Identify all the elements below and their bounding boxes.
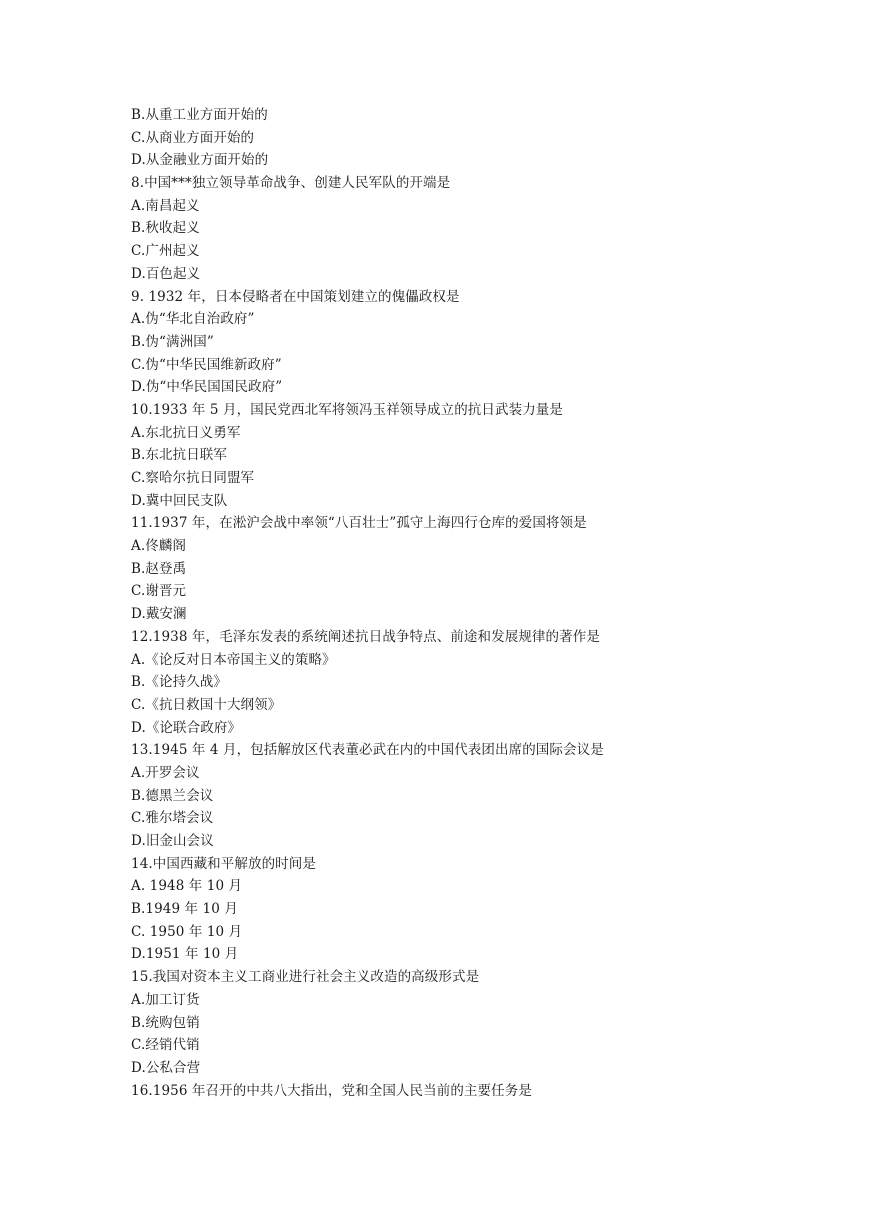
- question-11: 11.1937 年，在淞沪会战中率领“八百壮士”孤守上海四行仓库的爱国将领是: [131, 515, 587, 532]
- q13-option-b: B.德黑兰会议: [131, 787, 214, 804]
- question-9: 9. 1932 年，日本侵略者在中国策划建立的傀儡政权是: [131, 288, 460, 305]
- q8-option-a: A.南昌起义: [131, 197, 200, 214]
- q9-option-c: C.伪“中华民国维新政府”: [131, 356, 282, 373]
- q11-option-b: B.赵登禹: [131, 560, 187, 577]
- q11-option-c: C.谢晋元: [131, 583, 187, 600]
- q10-option-d: D.冀中回民支队: [131, 492, 228, 509]
- q11-option-a: A.佟麟阁: [131, 538, 187, 555]
- q11-option-d: D.戴安澜: [131, 606, 187, 623]
- question-13: 13.1945 年 4 月，包括解放区代表董必武在内的中国代表团出席的国际会议是: [131, 742, 604, 759]
- q14-option-d: D.1951 年 10 月: [131, 946, 239, 963]
- q8-option-c: C.广州起义: [131, 243, 200, 260]
- q13-option-d: D.旧金山会议: [131, 833, 214, 849]
- question-10: 10.1933 年 5 月，国民党西北军将领冯玉祥领导成立的抗日武装力量是: [131, 401, 563, 418]
- q13-option-a: A.开罗会议: [131, 764, 200, 781]
- q15-option-c: C.经销代销: [131, 1037, 200, 1054]
- q12-option-a: A.《论反对日本帝国主义的策略》: [131, 651, 336, 668]
- q10-option-b: B.东北抗日联军: [131, 447, 228, 464]
- q14-option-b: B.1949 年 10 月: [131, 901, 238, 918]
- question-16: 16.1956 年召开的中共八大指出，党和全国人民当前的主要任务是: [131, 1082, 532, 1099]
- q8-option-b: B.秋收起义: [131, 220, 200, 237]
- document-page: [131, 104, 771, 1102]
- q10-option-a: A.东北抗日义勇军: [131, 424, 241, 441]
- q13-option-c: C.雅尔塔会议: [131, 810, 214, 827]
- q12-option-c: C.《抗日救国十大纲领》: [131, 696, 282, 713]
- option-c-commerce: C.从商业方面开始的: [131, 129, 255, 146]
- option-d-finance: D.从金融业方面开始的: [131, 152, 269, 169]
- question-15: 15.我国对资本主义工商业进行社会主义改造的高级形式是: [131, 969, 480, 986]
- q9-option-a: A.伪“华北自治政府”: [131, 311, 255, 328]
- q15-option-a: A.加工订货: [131, 991, 200, 1008]
- q9-option-b: B.伪“满洲国”: [131, 333, 214, 350]
- q15-option-b: B.统购包销: [131, 1014, 200, 1031]
- question-8: 8.中国***独立领导革命战争、创建人民军队的开端是: [131, 175, 451, 192]
- q8-option-d: D.百色起义: [131, 265, 201, 282]
- q12-option-d: D.《论联合政府》: [131, 719, 242, 736]
- question-14: 14.中国西藏和平解放的时间是: [131, 855, 316, 872]
- q15-option-d: D.公私合营: [131, 1059, 201, 1076]
- question-12: 12.1938 年，毛泽东发表的系统阐述抗日战争特点、前途和发展规律的著作是: [131, 628, 600, 645]
- q9-option-d: D.伪“中华民国国民政府”: [131, 379, 283, 396]
- option-b-heavy-industry: B.从重工业方面开始的: [131, 107, 268, 123]
- q14-option-a: A. 1948 年 10 月: [131, 878, 243, 895]
- q10-option-c: C.察哈尔抗日同盟军: [131, 470, 255, 486]
- q14-option-c: C. 1950 年 10 月: [131, 923, 243, 940]
- q12-option-b: B.《论持久战》: [131, 674, 228, 691]
